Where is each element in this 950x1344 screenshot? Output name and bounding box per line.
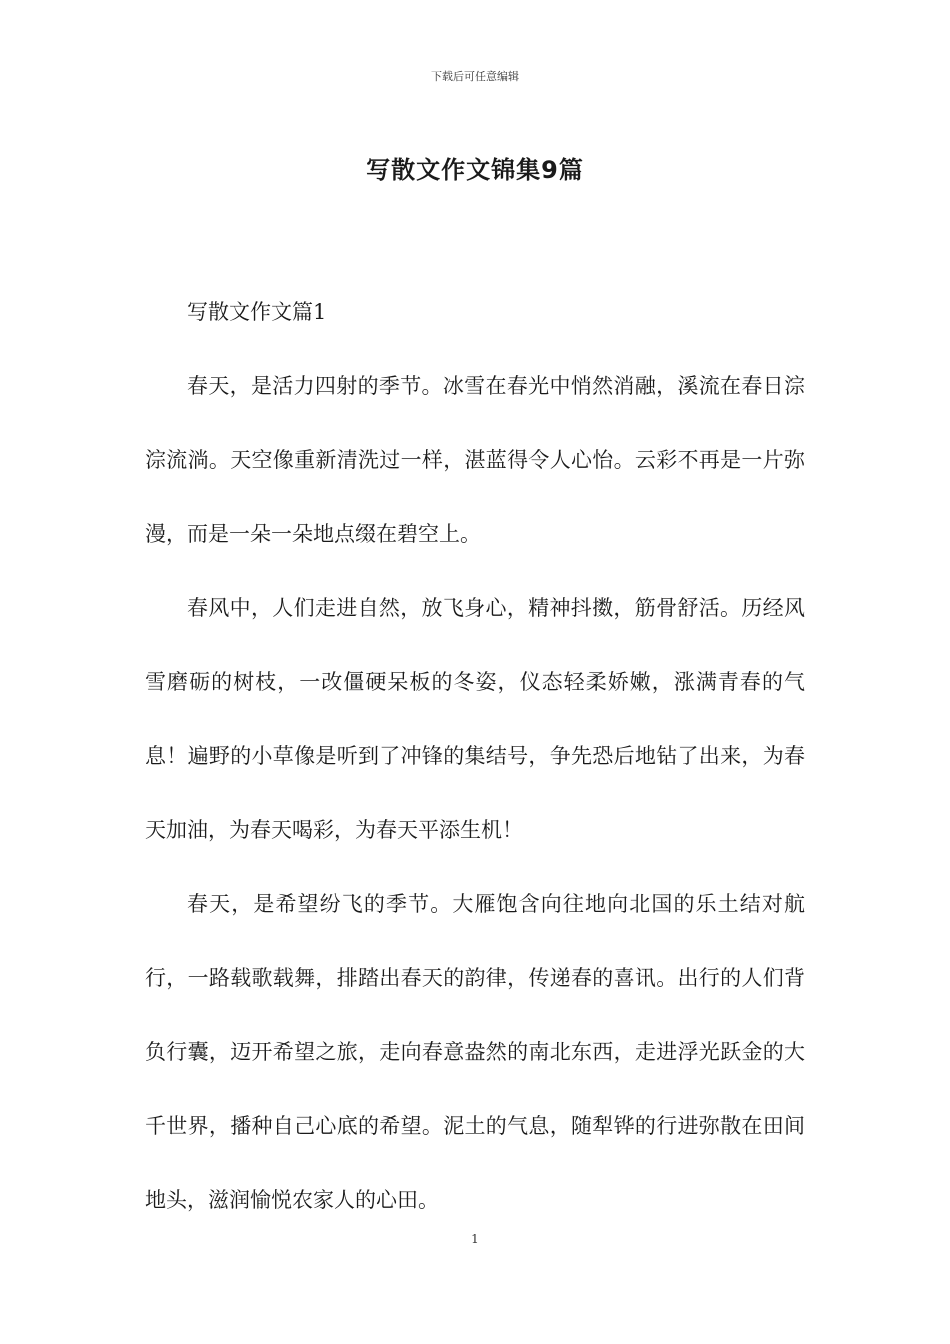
document-title: 写散文作文锦集9篇 [366,156,584,184]
paragraph-2: 春风中，人们走进自然，放飞身心，精神抖擞，筋骨舒活。历经风雪磨砺的树枝，一改僵硬呆板的冬姿，仪态轻柔娇嫩，涨满青春的气息！遍野的小草像是听到了冲锋的集结号，争先恐后地钻了出来，为春天加油，为春天喝彩，为春天平添生机！ [145,596,805,842]
document-body [145,275,805,1237]
page-number: 1 [471,1232,479,1246]
section-heading: 写散文作文篇1 [187,300,327,324]
paragraph-3: 春天，是希望纷飞的季节。大雁饱含向往地向北国的乐土结对航行，一路载歌载舞，排踏出春天的韵律，传递春的喜讯。出行的人们背负行囊，迈开希望之旅，走向春意盎然的南北东西，走进浮光跃金的大千世界，播种自己心底的希望。泥土的气息，随犁铧的行进弥散在田间地头，滋润愉悦农家人的心田。 [145,892,805,1212]
paragraph-1: 春天，是活力四射的季节。冰雪在春光中悄然消融，溪流在春日淙淙流淌。天空像重新清洗过一样，湛蓝得令人心怡。云彩不再是一片弥漫，而是一朵一朵地点缀在碧空上。 [145,374,805,546]
page-header-note: 下载后可任意编辑 [431,70,519,83]
